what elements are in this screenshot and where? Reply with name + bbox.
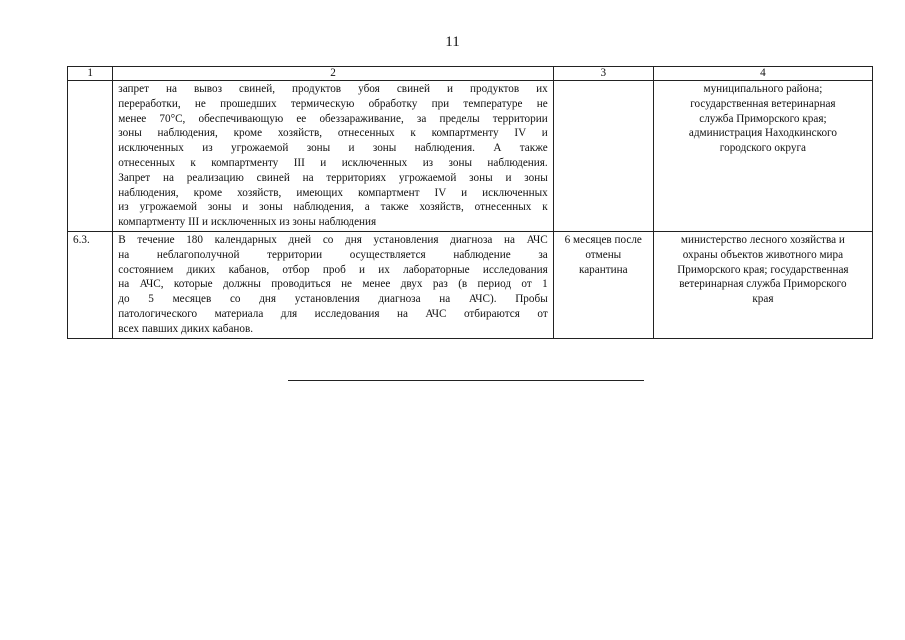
text-line: карантина (578, 263, 628, 276)
responsible-cell (653, 231, 872, 338)
text-line: Запрет на реализацию свиней на территориях угрожаемой зоны и зоны (118, 171, 548, 184)
measure-cell (113, 231, 553, 338)
table-header-row (68, 67, 873, 81)
text-line: запрет на вывоз свиней, продуктов убоя свиней и продуктов их (118, 83, 548, 95)
column-header-3: 3 (553, 67, 653, 81)
text-line: государственная ветеринарная (690, 97, 836, 110)
text-line: администрация Находкинского (688, 127, 837, 140)
text-line: зоны наблюдения, кроме хозяйств, отнесенных к компартменту IV и (118, 127, 548, 140)
responsible-cell (653, 81, 872, 232)
text-line: наблюдения, кроме хозяйств, имеющих компартмент IV и исключенных (118, 186, 548, 199)
table-row (68, 81, 873, 232)
text-line: исключенных из угрожаемой зоны и зоны наблюдения. А также (118, 142, 548, 155)
text-line: на АЧС, которые должны проводиться не менее двух раз (в период от 1 (118, 278, 548, 291)
term-cell (553, 231, 653, 338)
text-line: края (752, 293, 774, 306)
text-line: городского округа (719, 142, 807, 155)
column-header-2: 2 (113, 67, 553, 81)
column-header-4: 4 (653, 67, 872, 81)
text-line: Приморского края; государственная (677, 263, 849, 276)
text-line: ветеринарная служба Приморского (679, 278, 847, 291)
table-row (68, 231, 873, 338)
text-line: министерство лесного хозяйства и (680, 233, 845, 246)
measures-table (67, 66, 873, 339)
term-cell (553, 81, 653, 232)
page-number: 11 (445, 34, 460, 50)
measure-cell (113, 81, 553, 232)
column-header-1: 1 (68, 67, 113, 81)
text-line: переработки, не прошедших термическую обработку при температуре не (118, 97, 548, 110)
text-line: муниципального района; (703, 83, 823, 95)
text-line: отмены (585, 248, 622, 261)
item-number-cell (68, 81, 113, 232)
text-line: компартменту III и исключенных из зоны наблюдения (118, 216, 377, 229)
text-line: из угрожаемой зоны и зоны наблюдения, а также хозяйств, отнесенных к (118, 201, 548, 214)
text-line: состоянием диких кабанов, отбор проб и их лабораторные исследования (118, 263, 548, 276)
text-line: отнесенных к компартменту III и исключенных из зоны наблюдения. (118, 156, 548, 169)
text-line: патологического материала для исследования на АЧС отбираются от (118, 307, 548, 320)
text-line: до 5 месяцев со дня установления диагноза на АЧС). Пробы (118, 293, 548, 306)
text-line: В течение 180 календарных дней со дня установления диагноза на АЧС (118, 233, 548, 246)
text-line: на неблагополучной территории осуществляется наблюдение за (118, 248, 548, 261)
closing-rule (288, 380, 644, 381)
text-line: менее 70°C, обеспечивающую ее обеззараживание, за пределы территории (118, 112, 548, 125)
item-number-cell: 6.3. (68, 231, 113, 338)
text-line: всех павших диких кабанов. (118, 322, 254, 335)
text-line: охраны объектов животного мира (682, 248, 844, 261)
text-line: 6 месяцев после (564, 233, 642, 246)
text-line: служба Приморского края; (699, 112, 827, 125)
